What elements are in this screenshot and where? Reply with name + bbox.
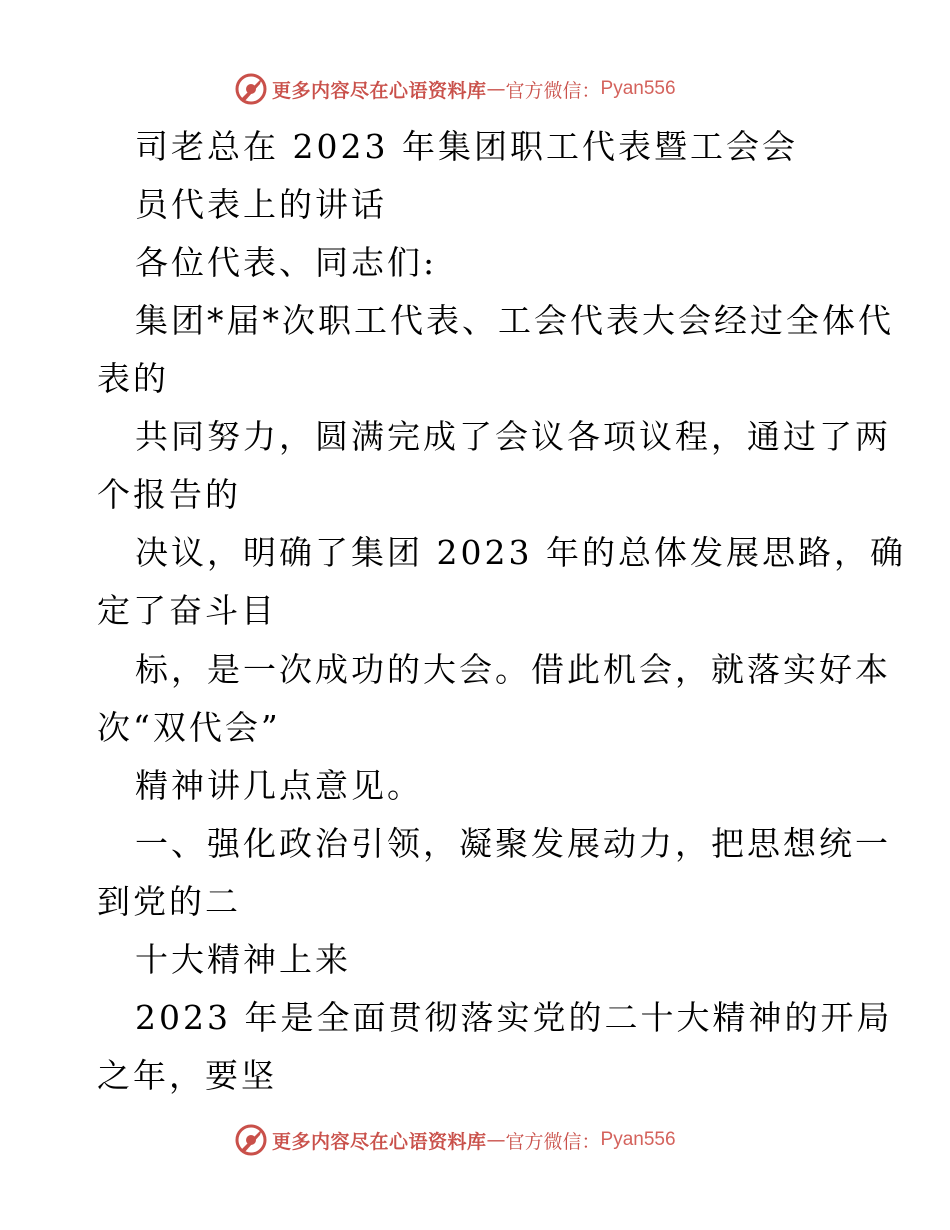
watermark-suffix: 官方微信： <box>505 1130 601 1153</box>
watermark-brand: 更多内容尽在心语资料库 <box>272 1130 487 1153</box>
paragraph-line: 2023 年是全面贯彻落实党的二十大精神的开局 <box>135 998 893 1037</box>
document-title-line: 司老总在 2023 年集团职工代表暨工会会 <box>135 127 798 166</box>
watermark-dash: — <box>486 78 506 100</box>
red-pen-circle-icon <box>234 1123 268 1157</box>
section-heading-line: 十大精神上来 <box>135 940 351 979</box>
watermark-brand: 更多内容尽在心语资料库 <box>272 79 487 102</box>
document-title-line: 员代表上的讲话 <box>135 185 387 224</box>
paragraph-line: 集团*届*次职工代表、工会代表大会经过全体代 <box>135 301 894 340</box>
paragraph-line: 表的 <box>97 359 169 398</box>
paragraph-line: 精神讲几点意见。 <box>135 766 423 805</box>
paragraph-line: 之年，要坚 <box>97 1056 277 1095</box>
paragraph-line: 次“双代会” <box>97 708 281 747</box>
paragraph-line: 共同努力，圆满完成了会议各项议程，通过了两 <box>135 417 891 456</box>
section-heading-line: 到党的二 <box>97 882 241 921</box>
paragraph-line: 定了奋斗目 <box>97 591 277 630</box>
watermark-header <box>234 71 676 107</box>
salutation-line: 各位代表、同志们: <box>135 243 438 282</box>
watermark-id: Pyan556 <box>600 1129 676 1150</box>
paragraph-line: 标，是一次成功的大会。借此机会，就落实好本 <box>135 650 891 689</box>
paragraph-line: 个报告的 <box>97 475 241 514</box>
watermark-id: Pyan556 <box>600 78 676 99</box>
watermark-footer <box>234 1122 676 1158</box>
watermark-dash: — <box>486 1129 506 1151</box>
watermark-suffix: 官方微信： <box>505 79 601 102</box>
paragraph-line: 决议，明确了集团 2023 年的总体发展思路，确 <box>135 533 906 572</box>
section-heading-line: 一、强化政治引领，凝聚发展动力，把思想统一 <box>135 824 891 863</box>
red-pen-circle-icon <box>234 72 268 106</box>
